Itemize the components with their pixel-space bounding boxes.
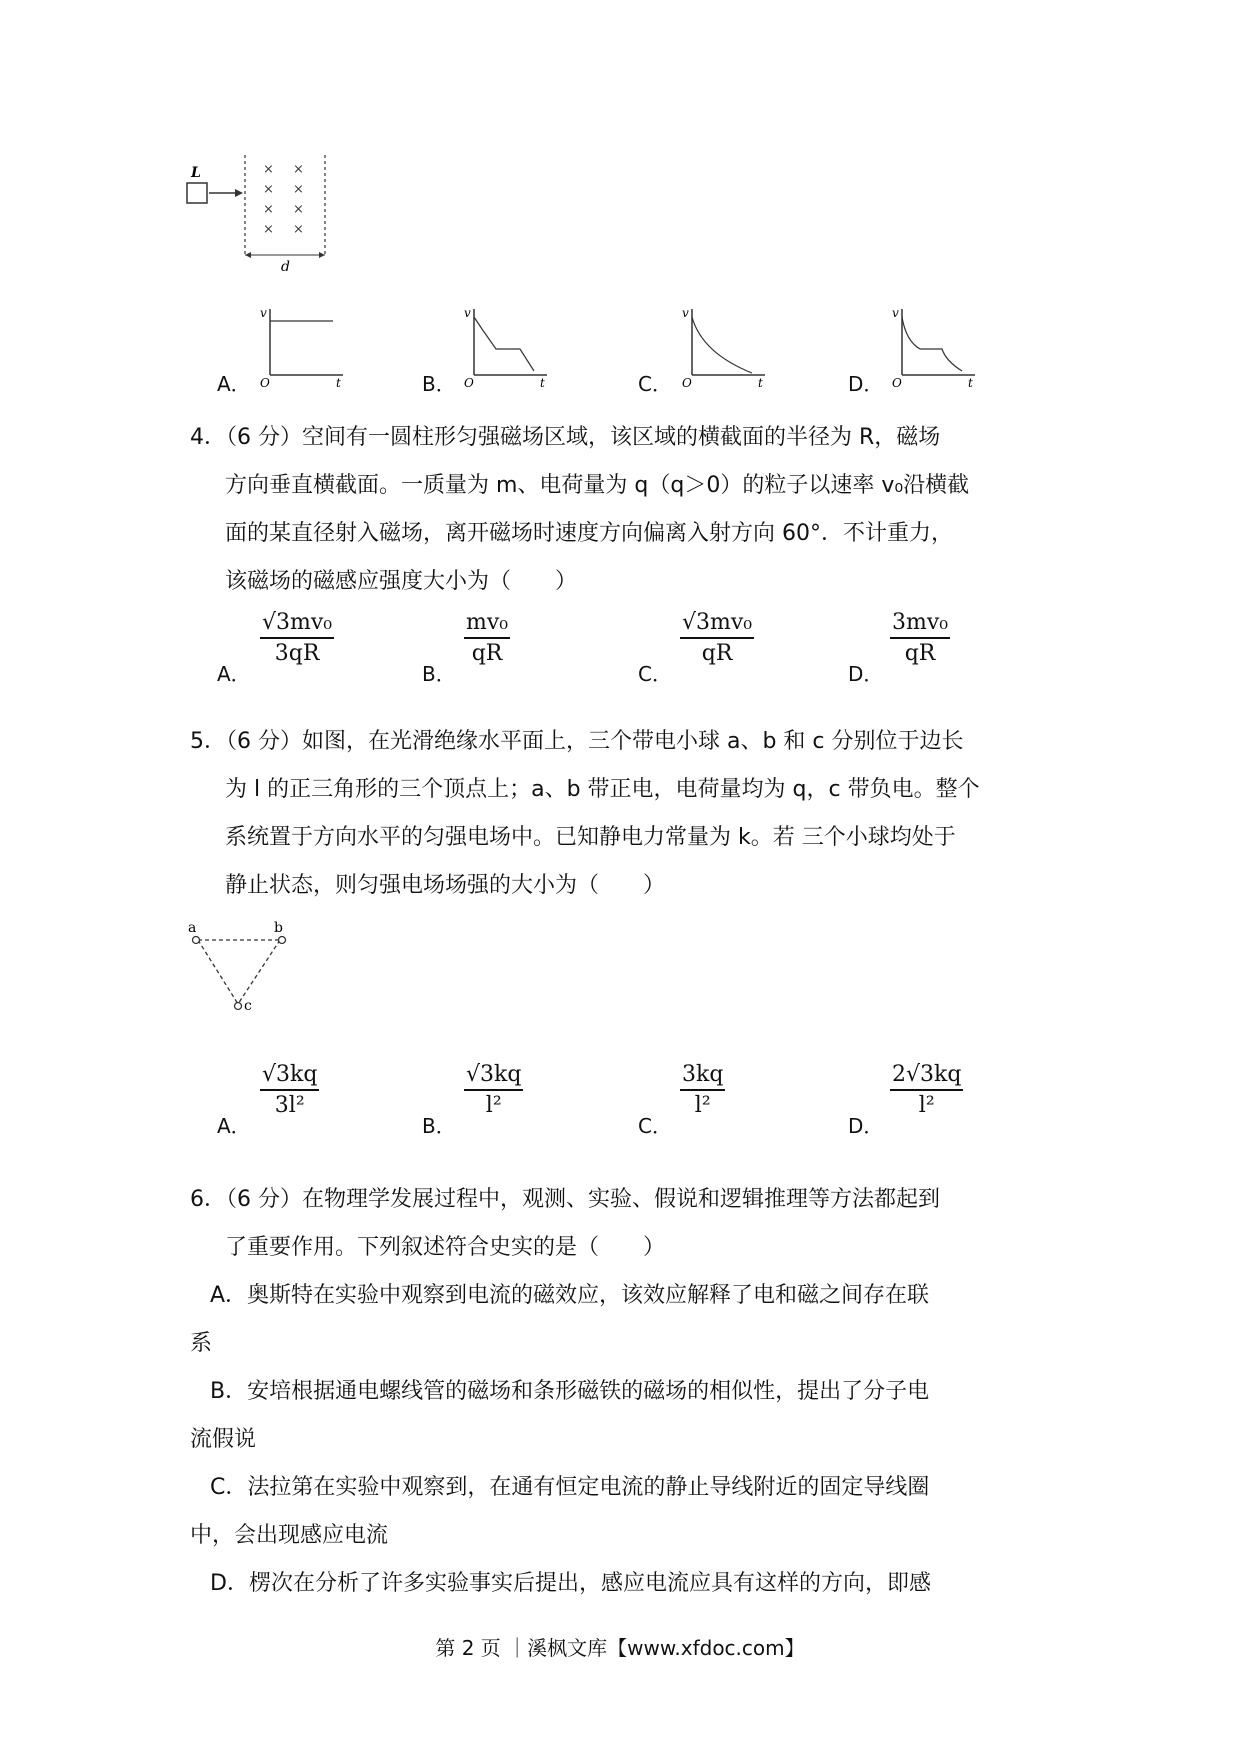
q4-line-3: 面的某直径射入磁场，离开磁场时速度方向偏离入射方向 60°．不计重力， (225, 521, 953, 546)
q4-option-a-fraction (258, 610, 336, 666)
q6-option-d-line-1: D．楞次在分析了许多实验事实后提出，感应电流应具有这样的方向，即感 (210, 1571, 931, 1596)
svg-text:t: t (968, 376, 973, 390)
q5-option-d-letter: D． (848, 1114, 884, 1138)
q4-option-c-letter: C． (638, 662, 672, 686)
q3-option-a-letter: A． (217, 372, 251, 396)
page-footer: 第 2 页 ｜溪枫文库【www.xfdoc.com】 (435, 1636, 805, 1660)
q6-option-c-line-1: C．法拉第在实验中观察到，在通有恒定电流的静止导线附近的固定导线圈 (210, 1475, 930, 1500)
q6-option-a-line-2: 系 (190, 1331, 213, 1356)
ball-b (279, 937, 286, 944)
svg-text:O: O (892, 376, 902, 390)
q6-option-c-line-2: 中，会出现感应电流 (190, 1523, 389, 1548)
q3-graph-c (680, 305, 770, 390)
q5-option-a-fraction: √3kq 3l² (262, 1062, 318, 1118)
svg-text:t: t (540, 376, 545, 390)
triangle-charge-diagram (186, 918, 296, 1018)
label-L: L (191, 165, 201, 181)
q4-option-d-fraction: 3mv₀ qR (892, 610, 949, 666)
q3-graph-b (462, 305, 552, 390)
q4-option-c-fraction: √3mv₀ qR (682, 610, 753, 666)
q4-line-1: 4．（6 分）空间有一圆柱形匀强磁场区域，该区域的横截面的半径为 R，磁场 (190, 425, 941, 450)
field-crosses (263, 162, 304, 237)
q4-option-a-letter: A． (217, 662, 251, 686)
square-loop (187, 183, 207, 203)
q5-option-b-fraction: √3kq l² (466, 1062, 522, 1118)
svg-text:v: v (892, 306, 899, 320)
label-b: b (274, 920, 283, 936)
axis-origin: O (260, 376, 270, 390)
q4-option-a-num: √3mv₀ (262, 610, 333, 635)
svg-text:×: × (263, 202, 274, 217)
q5-line-3: 系统置于方向水平的匀强电场中。已知静电力常量为 k。若 三个小球均处于 (225, 825, 956, 850)
svg-text:t: t (758, 376, 763, 390)
label-a: a (188, 920, 197, 936)
ball-a (193, 937, 200, 944)
q6-line-1: 6．（6 分）在物理学发展过程中，观测、实验、假说和逻辑推理等方法都起到 (190, 1187, 940, 1212)
label-c: c (244, 998, 252, 1014)
q6-option-b-line-1: B．安培根据通电螺线管的磁场和条形磁铁的磁场的相似性，提出了分子电 (210, 1379, 930, 1404)
axis-t: t (336, 376, 341, 390)
q4-option-b-fraction: mv₀ qR (466, 610, 509, 666)
q3-option-b-letter: B． (422, 372, 456, 396)
q5-line-2: 为 l 的正三角形的三个顶点上；a、b 带正电，电荷量均为 q，c 带负电。整个 (225, 777, 980, 802)
svg-text:v: v (682, 306, 689, 320)
q5-option-b-letter: B． (422, 1114, 456, 1138)
q4-option-b-letter: B． (422, 662, 456, 686)
svg-text:×: × (263, 162, 274, 177)
svg-text:×: × (293, 202, 304, 217)
svg-text:O: O (682, 376, 692, 390)
svg-text:O: O (464, 376, 474, 390)
svg-text:×: × (263, 222, 274, 237)
q3-option-d-letter: D． (848, 372, 884, 396)
field-diagram (185, 155, 335, 275)
q4-option-a-den: 3qR (274, 641, 320, 666)
q5-option-a-letter: A． (217, 1114, 251, 1138)
q5-line-4: 静止状态，则匀强电场场强的大小为（ ） (225, 873, 666, 898)
q4-line-2: 方向垂直横截面。一质量为 m、电荷量为 q（q＞0）的粒子以速率 v₀沿横截 (225, 473, 970, 498)
q4-option-d-letter: D． (848, 662, 884, 686)
q5-option-d-fraction: 2√3kq l² (892, 1062, 962, 1118)
svg-text:×: × (263, 182, 274, 197)
axis-v: v (260, 306, 267, 320)
q3-option-c-letter: C． (638, 372, 672, 396)
q5-line-1: 5．（6 分）如图，在光滑绝缘水平面上，三个带电小球 a、b 和 c 分别位于边长 (190, 729, 964, 754)
q3-graph-d (890, 305, 980, 390)
q3-graph-a (258, 305, 348, 390)
svg-text:v: v (464, 306, 471, 320)
svg-text:×: × (293, 182, 304, 197)
q6-option-a-line-1: A．奥斯特在实验中观察到电流的磁效应，该效应解释了电和磁之间存在联 (210, 1283, 930, 1308)
label-d: d (281, 259, 290, 275)
q6-line-2: 了重要作用。下列叙述符合史实的是（ ） (225, 1235, 666, 1260)
ball-c (235, 1003, 242, 1010)
q6-option-b-line-2: 流假说 (190, 1427, 257, 1452)
q4-line-4: 该磁场的磁感应强度大小为（ ） (225, 569, 578, 594)
svg-text:×: × (293, 222, 304, 237)
svg-text:×: × (293, 162, 304, 177)
q5-option-c-letter: C． (638, 1114, 672, 1138)
q5-option-c-fraction: 3kq l² (682, 1062, 724, 1118)
